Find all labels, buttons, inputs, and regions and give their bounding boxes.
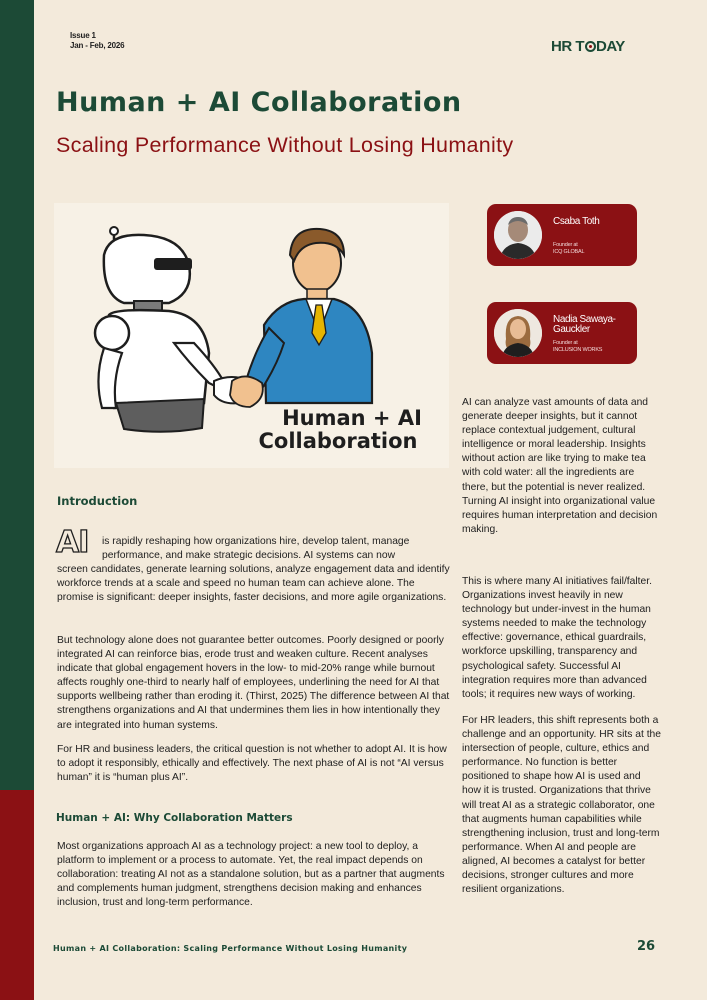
issue-info xyxy=(70,31,124,51)
intro-dropcap xyxy=(56,526,98,560)
intro-paragraph-2: But technology alone does not guarantee better outcomes. Poorly designed or poorly integrated AI can reinforce bias, erode trust and weaken culture. Recent analyses indicate that global engagement hovers in the low- to mid-20% range while burnout affects roughly one-third to nearly half of employees, underlining the need for AI that supports wellbeing rather than eroding it. (Thirst, 2025) The difference between AI that strengthens organizations and AI that undermines them lies in how intentionally they are integrated into human systems. xyxy=(57,635,450,731)
logo-o-icon xyxy=(585,41,596,52)
footer-title: Human + AI Collaboration: Scaling Performance Without Losing Humanity xyxy=(53,944,408,953)
avatar-portrait-icon xyxy=(494,309,542,357)
left-stripe-green xyxy=(0,0,34,790)
intro-line-2: performance, and make strategic decisions. AI systems can now xyxy=(102,550,396,561)
dropcap-text: AI xyxy=(56,525,89,560)
hr-today-logo xyxy=(551,38,625,55)
intro-paragraph-3: For HR and business leaders, the critical question is not whether to adopt AI. It is how to adopt it responsibly, ethically and effectively. The next phase of AI is not “AI versus human” it is “human plus AI”. xyxy=(57,744,447,784)
avatar-portrait-icon xyxy=(494,211,542,259)
author-name: Nadia Sawaya-Gauckler xyxy=(553,314,616,335)
issue-date: Jan - Feb, 2026 xyxy=(70,41,125,50)
issue-number: Issue 1 xyxy=(70,31,96,40)
author-org: INCLUSION WORKS xyxy=(553,347,603,353)
author-role xyxy=(553,340,633,354)
intro-heading: Introduction xyxy=(57,494,138,508)
author-role-line: Founder at xyxy=(553,242,578,248)
robot-human-handshake-illustration xyxy=(54,203,449,468)
right-column-paragraph-1: AI can analyze vast amounts of data and generate deeper insights, but it cannot replace contextual judgement, cultural intelligence or moral leadership. Insights without action are like trying to make tea with cold water: all the ingredients are there, but the potential is never realized. Turning AI insight into organizational value requires human interpretation and decision making. xyxy=(462,397,658,535)
author-org: ICQ GLOBAL xyxy=(553,249,585,255)
logo-text-left: HR T xyxy=(551,38,584,55)
hero-caption-line1: Human + AI xyxy=(282,406,422,430)
right-column-paragraph-2: This is where many AI initiatives fail/falter. Organizations invest heavily in new technology but under-invest in the human systems needed to make the technology effective: governance, ethical guardrails, workforce upskilling, transparency and psychological safety. Successful AI integration requires more than advanced tools; it requires new ways of working. xyxy=(462,576,652,700)
article-title: Human + AI Collaboration xyxy=(56,87,462,118)
page-number: 26 xyxy=(637,939,656,954)
article-subtitle: Scaling Performance Without Losing Humanity xyxy=(56,133,514,157)
intro-line-1: is rapidly reshaping how organizations hire, develop talent, manage xyxy=(102,536,410,547)
avatar xyxy=(494,309,542,357)
hero-caption-line2: Collaboration xyxy=(258,429,418,453)
left-stripe-red xyxy=(0,790,34,1000)
author-role xyxy=(553,242,633,256)
author-card-csaba xyxy=(487,204,637,266)
right-column-paragraph-3: For HR leaders, this shift represents both a challenge and an opportunity. HR sits at the intersection of people, culture, ethics and performance. No function is better positioned to shape how AI is used and how it is trusted. Organizations that thrive will treat AI as a strategic collaborator, one that augments human capabilities while strengthening inclusion, trust and long-term performance. When AI and people are aligned, AI becomes a catalyst for better decisions, stronger cultures and more resilient organizations. xyxy=(462,715,662,896)
logo-text-right: DAY xyxy=(596,38,625,55)
avatar xyxy=(494,211,542,259)
intro-paragraph: screen candidates, generate learning solutions, analyze engagement data and identify workforce trends at a scale and speed no human team can achieve alone. The promise is significant: deeper insights, faster decisions, and more agile organizations. xyxy=(57,564,450,604)
why-heading: Human + AI: Why Collaboration Matters xyxy=(56,812,293,824)
why-paragraph: Most organizations approach AI as a technology project: a new tool to deploy, a platform to implement or a process to automate. Yet, the real impact depends on collaboration: treating AI not as a standalone solution, but as a partner that augments and complements human judgment, strengthens decision making and enhances inclusion, trust and long-term performance. xyxy=(57,841,445,909)
hero-illustration xyxy=(54,203,449,468)
author-card-nadia xyxy=(487,302,637,364)
author-name: Csaba Toth xyxy=(553,216,600,227)
author-role-line: Founder at xyxy=(553,340,578,346)
